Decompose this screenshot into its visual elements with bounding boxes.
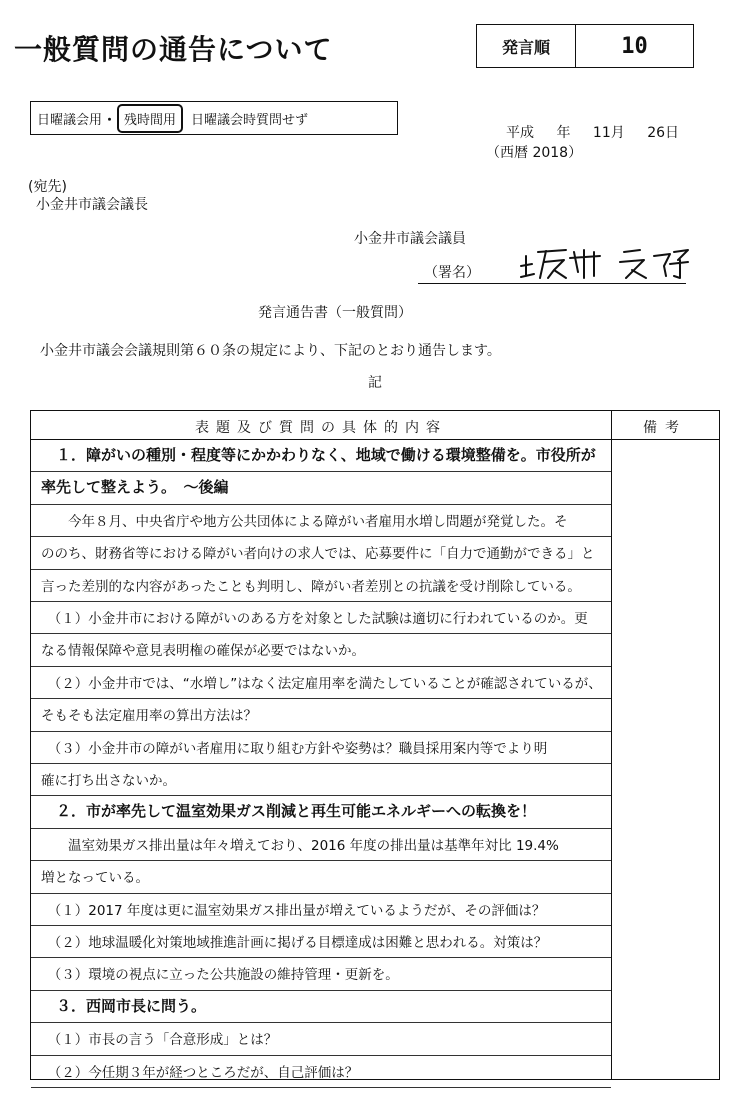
date-era: 平成 [506, 125, 534, 141]
rule-statement: 小金井市議会会議規則第６０条の規定により、下記のとおり通告します。 [40, 343, 501, 359]
question-text-line: （２）小金井市では、“水増し”はなく法定雇用率を満たしていることが確認されているが、 [31, 667, 611, 699]
table-header-row [31, 411, 719, 440]
question-text-line: （３）環境の視点に立った公共施設の維持管理・更新を。 [31, 958, 611, 990]
speaking-order-label: 発言順 [477, 25, 576, 67]
sender-role: 小金井市議会議員 [354, 231, 466, 247]
question-text-line: （３）小金井市の障がい者雇用に取り組む方針や姿勢は？職員採用案内等でより明 [31, 732, 611, 764]
question-text-line: 言った差別的な内容があったことも判明し、障がい者差別との抗議を受け削除している。 [31, 570, 611, 602]
question-heading-line: ２．市が率先して温室効果ガス削減と再生可能エネルギーへの転換を！ [31, 796, 611, 828]
date-western: （西暦 2018） [486, 145, 583, 161]
signature-label: （署名） [424, 265, 480, 281]
session-mode-box [30, 101, 398, 135]
question-text-line: 増となっている。 [31, 861, 611, 893]
date-day: 26日 [647, 125, 680, 141]
date-month: 11月 [592, 125, 625, 141]
mode-separator: ・ [103, 112, 117, 128]
table-header-remarks: 備考 [643, 420, 687, 436]
date-line [506, 122, 679, 142]
mode-option-remaining-time-selected: 残時間用 [117, 104, 183, 133]
question-text-line: （２）今任期３年が経つところだが、自己評価は？ [31, 1056, 611, 1088]
addressee-name: 小金井市議会議長 [36, 197, 148, 213]
question-text-line: （１）市長の言う「合意形成」とは？ [31, 1023, 611, 1055]
mode-option-no-question: 日曜議会時質問せず [191, 112, 309, 128]
signature-line [418, 283, 686, 284]
ki-mark: 記 [368, 375, 382, 391]
question-text-line: （２）地球温暖化対策地域推進計画に掲げる目標達成は困難と思われる。対策は？ [31, 926, 611, 958]
page-title: 一般質問の通告について [14, 33, 333, 66]
handwritten-signature [520, 242, 690, 282]
question-text-line: 今年８月、中央省庁や地方公共団体による障がい者雇用水増し問題が発覚した。そ [31, 505, 611, 537]
question-text-line: なる情報保障や意見表明権の確保が必要ではないか。 [31, 634, 611, 666]
question-text-line: そもそも法定雇用率の算出方法は？ [31, 699, 611, 731]
question-text-line: （１）2017 年度は更に温室効果ガス排出量が増えているようだが、その評価は？ [31, 894, 611, 926]
addressee-label: (宛先) [28, 179, 67, 195]
question-heading-line: ３．西岡市長に問う。 [31, 991, 611, 1023]
document-heading: 発言通告書（一般質問） [258, 305, 412, 321]
question-text-line: 確に打ち出さないか。 [31, 764, 611, 796]
question-text-line: 温室効果ガス排出量は年々増えており、2016 年度の排出量は基準年対比 19.4% [31, 829, 611, 861]
table-column-divider [611, 411, 612, 1079]
question-heading-line: 率先して整えよう。 ～後編 [31, 472, 611, 504]
speaking-order-box [476, 24, 694, 68]
table-header-content: 表題及び質問の具体的内容 [195, 420, 447, 436]
speaking-order-value: 10 [621, 33, 648, 59]
question-text-line: （１）小金井市における障がいのある方を対象とした試験は適切に行われているのか。更 [31, 602, 611, 634]
mode-option-sunday: 日曜議会用 [37, 112, 103, 128]
question-heading-line: １．障がいの種別・程度等にかかわりなく、地域で働ける環境整備を。市役所が [31, 440, 611, 472]
date-year-label: 年 [556, 125, 571, 141]
question-table [30, 410, 720, 1080]
question-text-line: ののち、財務省等における障がい者向けの求人では、応募要件に「自力で通勤ができる」と [31, 537, 611, 569]
